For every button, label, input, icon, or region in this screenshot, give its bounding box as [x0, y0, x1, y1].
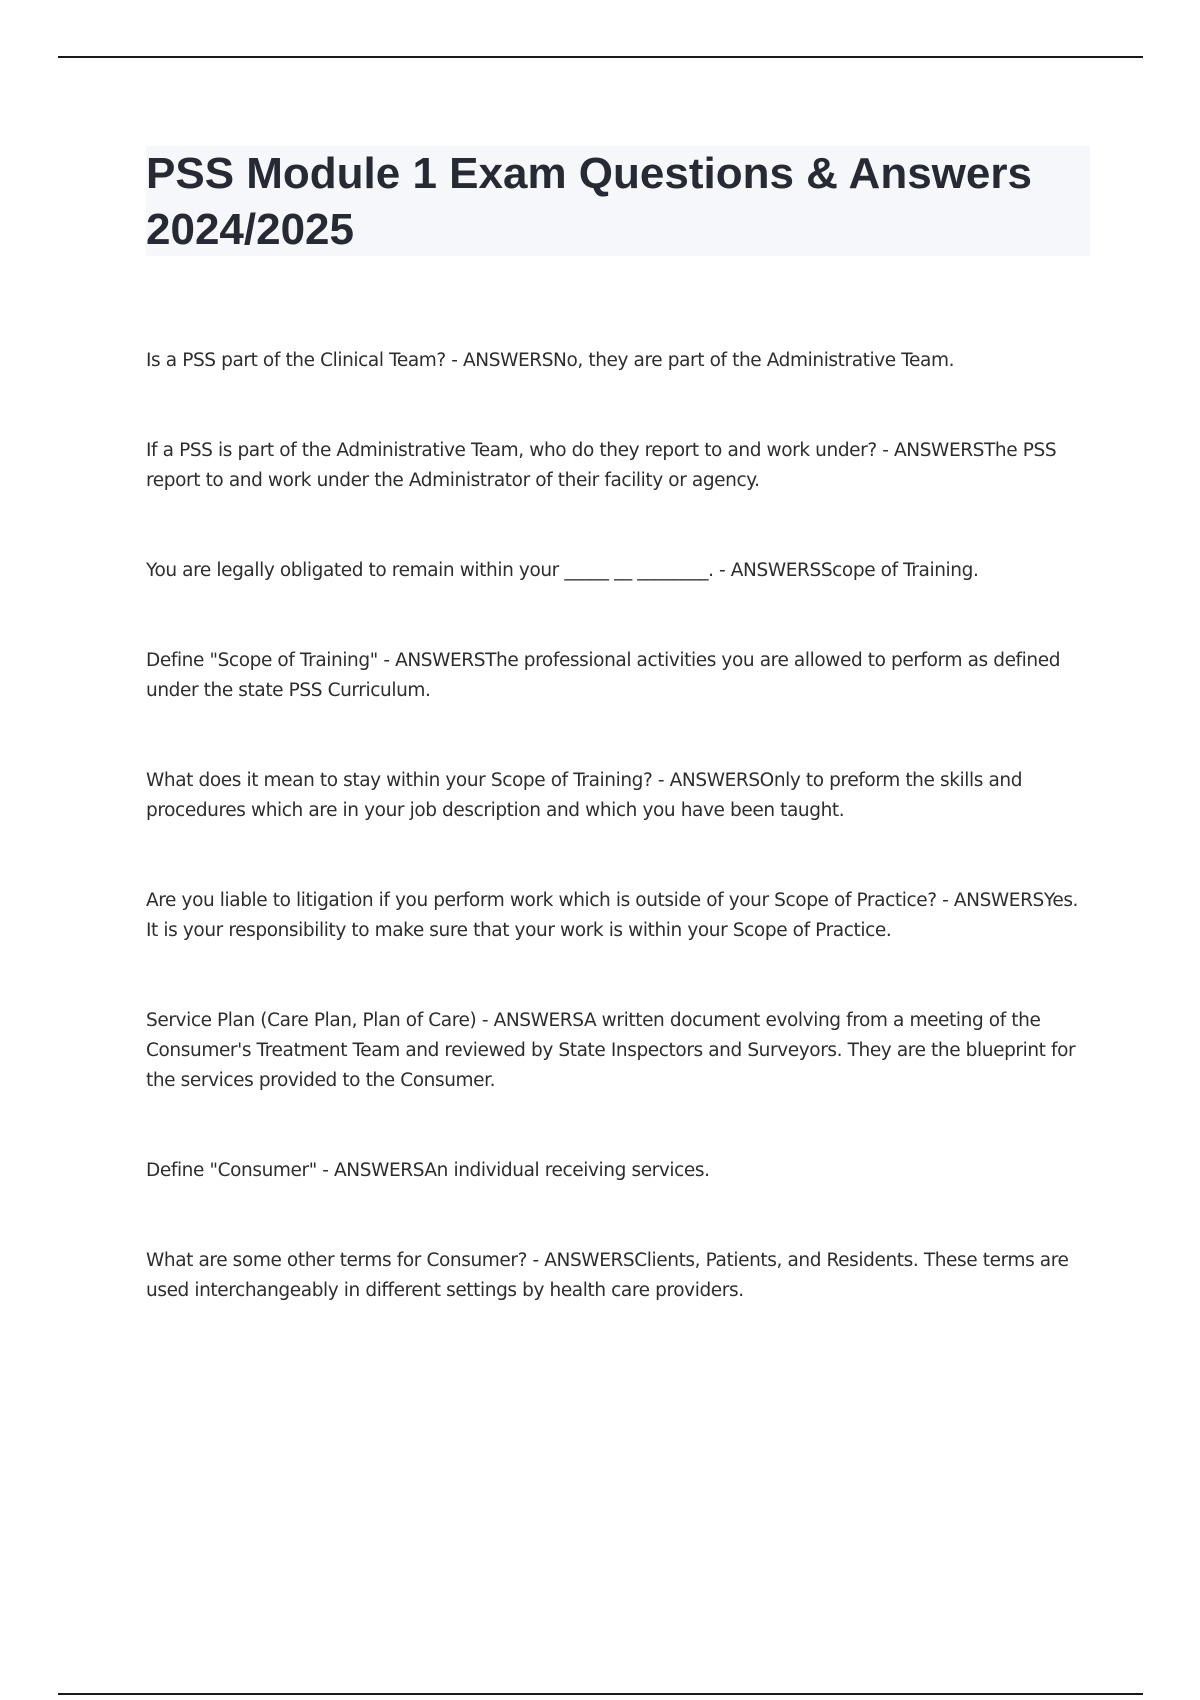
qa-item: Is a PSS part of the Clinical Team? - ANSWERSNo, they are part of the Administrative Team. — [146, 350, 955, 371]
footer-divider — [58, 1693, 1143, 1695]
qa-item: Define "Scope of Training" - ANSWERSThe professional activities you are allowed to perform as defined under the state PSS Curriculum. — [146, 650, 1061, 701]
qa-item: If a PSS is part of the Administrative Team, who do they report to and work under? - ANSWERSThe PSS report to and work under the Administrator of their facility or agency. — [146, 440, 1057, 491]
qa-item: Are you liable to litigation if you perform work which is outside of your Scope of Practice? - ANSWERSYes. It is your responsibility to make sure that your work is within your Scope of Practice. — [146, 890, 1079, 941]
qa-list — [146, 346, 1090, 1306]
page-title: PSS Module 1 Exam Questions & Answers 2024/2025 — [146, 149, 1032, 254]
qa-item: You are legally obligated to remain within your _____ __ ________. - ANSWERSScope of Training. — [146, 560, 979, 581]
qa-item: Service Plan (Care Plan, Plan of Care) - ANSWERSA written document evolving from a meeting of the Consumer's Treatment Team and reviewed by State Inspectors and Surveyors. They are the blueprint for the services provided to the Consumer. — [146, 1010, 1076, 1091]
qa-item: What does it mean to stay within your Scope of Training? - ANSWERSOnly to preform the skills and procedures which are in your job description and which you have been taught. — [146, 770, 1023, 821]
qa-item: What are some other terms for Consumer? - ANSWERSClients, Patients, and Residents. These terms are used interchangeably in different settings by health care providers. — [146, 1250, 1069, 1301]
qa-item: Define "Consumer" - ANSWERSAn individual receiving services. — [146, 1160, 710, 1181]
title-block — [146, 146, 1090, 256]
header-divider — [58, 56, 1143, 58]
